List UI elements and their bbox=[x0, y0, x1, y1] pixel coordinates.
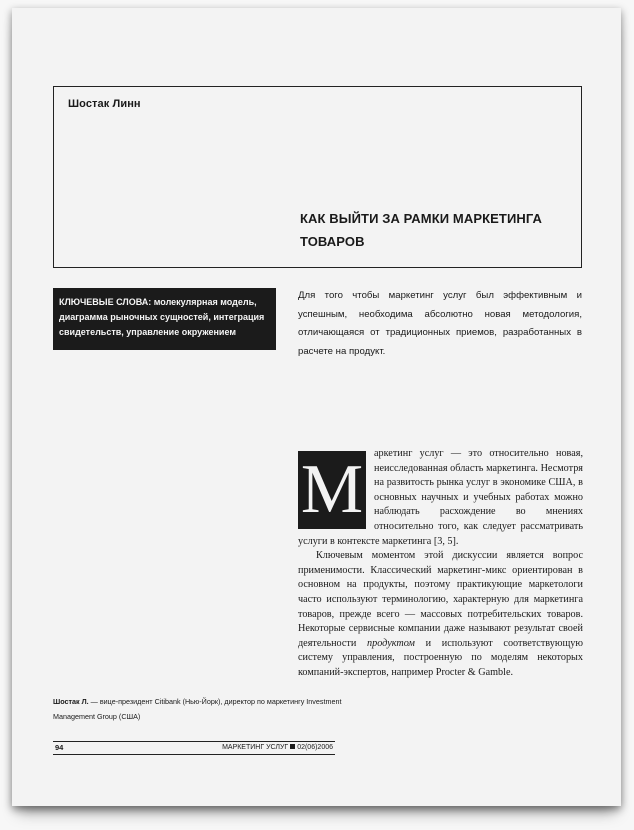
article-header-box bbox=[53, 86, 582, 268]
author-name: Шостак Линн bbox=[68, 98, 141, 110]
journal-name: МАРКЕТИНГ УСЛУГ bbox=[222, 744, 289, 751]
article-body bbox=[298, 447, 583, 681]
body-paragraph-2-text-end: и используют соответствующую систему управления, построенную по моделям некоторых компаний-экспертов, например Procter & Gamble. bbox=[298, 637, 583, 678]
body-paragraph-2 bbox=[298, 549, 583, 680]
body-emphasis: продуктом bbox=[367, 637, 415, 649]
drop-cap: М bbox=[298, 451, 366, 529]
journal-info bbox=[222, 742, 333, 754]
article-title: КАК ВЫЙТИ ЗА РАМКИ МАРКЕТИНГА ТОВАРОВ bbox=[300, 211, 543, 249]
page-number: 94 bbox=[55, 743, 64, 752]
author-note-name: Шостак Л. bbox=[53, 697, 89, 706]
body-paragraph-2-text: Ключевым моментом этой дискуссии является вопрос применимости. Классический маркетинг-микс ориентирован в основном на продукты, поэтому практикующие маркетологи часто используют терминологию, характерную для маркетинга товаров, прежде всего — массовых потребительских товаров. Некоторые сервисные компании даже называют результат своей деятельности bbox=[298, 550, 583, 649]
keywords-box: КЛЮЧЕВЫЕ СЛОВА: молекулярная модель, диаграмма рыночных сущностей, интеграция свидетельств, управление окружением bbox=[53, 288, 276, 350]
journal-issue: 02(06)2006 bbox=[297, 744, 333, 751]
body-paragraph-1: аркетинг услуг — это относительно новая, неисследованная область маркетинга. Несмотря на развитость рынка услуг в экономике США, в основных научных и учебных работах можно наблюдать расхождение во мнениях относительно того, как следует рассматривать услуги в контексте маркетинга [3, 5]. bbox=[298, 448, 583, 547]
square-bullet-icon bbox=[290, 744, 295, 749]
journal-page bbox=[12, 8, 621, 806]
abstract: Для того чтобы маркетинг услуг был эффективным и успешным, необходима абсолютно новая методология, отличающаяся от традиционных приемов, разработанных в расчете на продукт. bbox=[298, 290, 582, 357]
page-footer bbox=[53, 741, 335, 755]
author-note bbox=[53, 695, 343, 724]
author-note-text: — вице-президент Citibank (Нью-Йорк), директор по маркетингу Investment Management Group (США) bbox=[53, 697, 342, 721]
